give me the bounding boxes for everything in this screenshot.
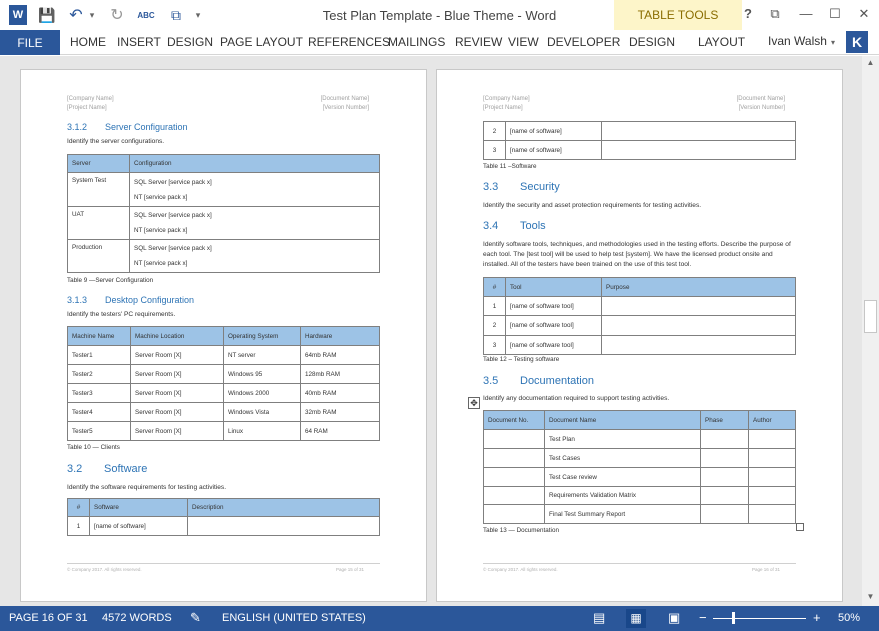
table-header: Operating System	[224, 327, 301, 346]
table-caption: Table 9 —Server Configuration	[67, 277, 154, 284]
table-header: Configuration	[130, 155, 380, 173]
user-name[interactable]: Ivan Walsh	[768, 34, 827, 48]
tools-table[interactable]	[483, 277, 796, 355]
vertical-scrollbar[interactable]	[862, 56, 879, 606]
zoom-level[interactable]: 50%	[838, 612, 861, 624]
table-header: Purpose	[602, 278, 796, 297]
table-header: Server	[68, 155, 130, 173]
proofing-icon[interactable]: ✎	[190, 610, 201, 625]
table-header: #	[484, 278, 506, 297]
table-row[interactable]: UAT SQL Server [service pack x] NT [service pack x]	[68, 207, 380, 240]
table-header: Author	[749, 411, 796, 430]
table-row[interactable]: Test Cases	[484, 449, 796, 468]
table-row[interactable]: Production SQL Server [service pack x] NT [service pack x]	[68, 240, 380, 273]
desktop-config-intro: Identify the testers' PC requirements.	[67, 311, 176, 318]
tab-review[interactable]: REVIEW	[455, 35, 503, 49]
tab-mailings[interactable]: MAILINGS	[388, 35, 446, 49]
table-header: #	[68, 499, 90, 517]
spelling-icon[interactable]: ABC	[137, 10, 155, 20]
scrollbar-thumb[interactable]	[864, 300, 877, 333]
footer-page-number: Page 15 of 31	[336, 567, 365, 572]
tools-intro: Identify software tools, techniques, and methodologies used in the testing efforts. Describe the purpose of each tool. The [test tool] will be used to help test [system]. We have the licensed product onsite and installed. All of the testers have been trained on the use of this test tool.	[483, 241, 791, 268]
maximize-button[interactable]: ☐	[829, 6, 841, 21]
header-left: [Company Name] [Project Name]	[483, 96, 530, 111]
table-caption: Table 12 – Testing software	[483, 356, 560, 363]
ribbon-tabs	[0, 30, 879, 55]
table-header: Document No.	[484, 411, 545, 430]
tab-design[interactable]: DESIGN	[167, 35, 214, 49]
page-15[interactable]	[20, 69, 427, 602]
server-config-intro: Identify the server configurations.	[67, 138, 165, 145]
table-row[interactable]: Tester3 Server Room [X] Windows 2000 40mb RAM	[68, 384, 380, 403]
tab-developer[interactable]: DEVELOPER	[547, 35, 621, 49]
table-caption: Table 10 — Clients	[67, 444, 120, 451]
table-row[interactable]: 3 [name of software tool]	[484, 336, 796, 355]
documentation-table[interactable]	[483, 410, 796, 524]
heading-software: 3.2 Software	[67, 463, 148, 475]
table-caption: Table 11 –Software	[483, 163, 537, 170]
customize-qat-icon[interactable]: ▾	[195, 9, 201, 20]
document-title: Test Plan Template - Blue Theme - Word	[322, 8, 557, 23]
table-header: Document Name	[545, 411, 701, 430]
table-row[interactable]: 2 [name of software]	[484, 122, 796, 141]
tab-insert[interactable]: INSERT	[117, 35, 161, 49]
undo-icon[interactable]: ↶	[69, 7, 83, 24]
word-app-icon[interactable]: W	[9, 5, 27, 25]
avatar[interactable]: K	[846, 31, 868, 53]
documentation-intro: Identify any documentation required to support testing activities.	[483, 395, 670, 402]
tab-table-layout[interactable]: LAYOUT	[698, 35, 746, 49]
zoom-out-button[interactable]: −	[699, 610, 707, 625]
table-caption: Table 13 — Documentation	[483, 527, 559, 534]
heading-tools: 3.4 Tools	[483, 220, 546, 232]
close-button[interactable]: ✕	[858, 6, 870, 21]
footer-page-number: Page 16 of 31	[752, 567, 781, 572]
user-dropdown-icon[interactable]: ▾	[831, 38, 836, 47]
software-table-continued[interactable]	[483, 121, 796, 160]
undo-dropdown-icon[interactable]: ▾	[89, 9, 95, 20]
read-mode-icon[interactable]: ▤	[593, 610, 606, 625]
header-right: [Document Name] [Version Number]	[320, 96, 369, 111]
table-row[interactable]: 1 [name of software]	[68, 517, 380, 536]
format-painter-icon[interactable]: ⧉	[171, 6, 181, 23]
zoom-slider-thumb[interactable]	[732, 612, 735, 624]
scroll-down-icon[interactable]: ▼	[866, 592, 875, 601]
security-intro: Identify the security and asset protection requirements for testing activities.	[483, 202, 702, 209]
status-bar	[0, 606, 879, 631]
heading-security: 3.3 Security	[483, 181, 560, 193]
footer-copyright: © Company 2017. All rights reserved.	[67, 567, 142, 572]
footer-line	[67, 563, 380, 564]
help-button[interactable]: ?	[744, 6, 752, 21]
server-configuration-table[interactable]	[67, 154, 380, 273]
tab-page-layout[interactable]: PAGE LAYOUT	[220, 35, 303, 49]
software-table[interactable]	[67, 498, 380, 536]
zoom-slider[interactable]	[713, 618, 806, 619]
heading-desktop-configuration: 3.1.3 Desktop Configuration	[67, 295, 195, 305]
table-row[interactable]: 3 [name of software]	[484, 141, 796, 160]
footer-copyright: © Company 2017. All rights reserved.	[483, 567, 558, 572]
heading-server-configuration: 3.1.2 Server Configuration	[67, 122, 188, 132]
table-row[interactable]: 1 [name of software tool]	[484, 297, 796, 316]
zoom-in-button[interactable]: +	[813, 610, 821, 625]
ribbon-display-options-icon[interactable]: ⧉	[770, 6, 780, 21]
clients-table[interactable]	[67, 326, 380, 441]
table-move-handle-icon[interactable]: ✥	[468, 397, 480, 409]
language[interactable]: ENGLISH (UNITED STATES)	[222, 612, 366, 624]
document-workspace	[0, 56, 862, 606]
table-row[interactable]: Tester2 Server Room [X] Windows 95 128mb RAM	[68, 365, 380, 384]
table-header: Tool	[506, 278, 602, 297]
table-row[interactable]: Tester5 Server Room [X] Linux 64 RAM	[68, 422, 380, 441]
tab-home[interactable]: HOME	[70, 35, 106, 49]
word-count[interactable]: 4572 WORDS	[102, 612, 172, 624]
tab-references[interactable]: REFERENCES	[308, 35, 391, 49]
table-row[interactable]: Tester4 Server Room [X] Windows Vista 32mb RAM	[68, 403, 380, 422]
page-count[interactable]: PAGE 16 OF 31	[9, 612, 88, 624]
table-header: Software	[90, 499, 188, 517]
header-right: [Document Name] [Version Number]	[736, 96, 785, 111]
tab-view[interactable]: VIEW	[508, 35, 539, 49]
table-row[interactable]: Test Plan	[484, 430, 796, 449]
heading-documentation: 3.5 Documentation	[483, 375, 594, 387]
header-left: [Company Name] [Project Name]	[67, 96, 114, 111]
table-header: Machine Location	[131, 327, 224, 346]
table-row[interactable]: 2 [name of software tool]	[484, 316, 796, 336]
save-icon[interactable]: 💾	[38, 6, 56, 23]
table-header: Description	[188, 499, 380, 517]
table-row[interactable]: System Test SQL Server [service pack x] NT [service pack x]	[68, 173, 380, 207]
software-intro: Identify the software requirements for testing activities.	[67, 484, 227, 491]
table-resize-handle-icon[interactable]	[796, 523, 804, 531]
table-row[interactable]: Tester1 Server Room [X] NT server 64mb RAM	[68, 346, 380, 365]
table-row[interactable]: Requirements Validation Matrix	[484, 487, 796, 505]
page-16[interactable]	[436, 69, 843, 602]
table-row[interactable]: Final Test Summary Report	[484, 505, 796, 524]
table-header: Hardware	[301, 327, 380, 346]
title-bar	[0, 0, 879, 30]
minimize-button[interactable]: —	[799, 6, 813, 21]
print-layout-icon[interactable]: ▦	[626, 609, 646, 628]
table-header: Machine Name	[68, 327, 131, 346]
scroll-up-icon[interactable]: ▲	[866, 58, 875, 67]
redo-icon[interactable]: ↻	[110, 7, 124, 24]
footer-line	[483, 563, 796, 564]
tab-table-design[interactable]: DESIGN	[629, 35, 676, 49]
web-layout-icon[interactable]: ▣	[668, 610, 681, 625]
tab-file[interactable]: FILE	[0, 30, 60, 55]
table-row[interactable]: Test Case review	[484, 468, 796, 487]
table-tools-label: TABLE TOOLS	[637, 8, 719, 22]
table-header: Phase	[701, 411, 749, 430]
